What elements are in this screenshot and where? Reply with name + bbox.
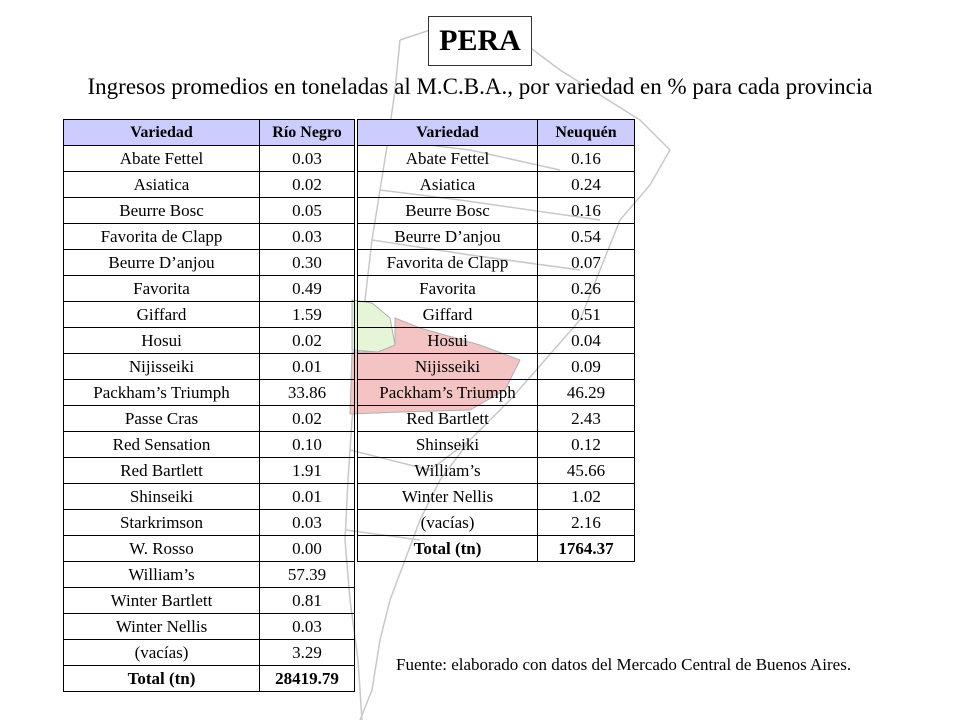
table-row: [64, 224, 355, 250]
table-row: [64, 406, 355, 432]
value-cell: 0.24: [538, 172, 635, 198]
table-row: [64, 354, 355, 380]
value-cell: 1.02: [538, 484, 635, 510]
variety-cell: Hosui: [358, 328, 538, 354]
variety-cell: Red Bartlett: [358, 406, 538, 432]
variety-cell: Starkrimson: [64, 510, 260, 536]
table-row: [358, 458, 635, 484]
column-header-variedad: Variedad: [358, 120, 538, 146]
table-row: [358, 354, 635, 380]
subtitle: Ingresos promedios en toneladas al M.C.B.A., por variedad en % para cada provincia: [87, 74, 873, 99]
total-label: Total (tn): [64, 666, 260, 692]
table-row: [358, 198, 635, 224]
variety-cell: W. Rosso: [64, 536, 260, 562]
variety-cell: Giffard: [358, 302, 538, 328]
value-cell: 2.43: [538, 406, 635, 432]
variety-cell: Red Sensation: [64, 432, 260, 458]
table-row: [64, 146, 355, 172]
page-title: [428, 16, 532, 66]
variety-cell: Shinseiki: [358, 432, 538, 458]
value-cell: 0.26: [538, 276, 635, 302]
total-value: 28419.79: [260, 666, 355, 692]
table-row: [358, 146, 635, 172]
value-cell: 0.05: [260, 198, 355, 224]
value-cell: 0.07: [538, 250, 635, 276]
table-row: [358, 484, 635, 510]
value-cell: 1.59: [260, 302, 355, 328]
value-cell: 0.54: [538, 224, 635, 250]
variety-cell: William’s: [358, 458, 538, 484]
value-cell: 0.02: [260, 328, 355, 354]
variety-cell: Beurre D’anjou: [358, 224, 538, 250]
variety-cell: Packham’s Triumph: [64, 380, 260, 406]
column-header-rio-negro: Río Negro: [260, 120, 355, 146]
table-row: [64, 328, 355, 354]
value-cell: 3.29: [260, 640, 355, 666]
table-row: [358, 380, 635, 406]
table-row: [358, 406, 635, 432]
table-row: [64, 276, 355, 302]
table-row: [64, 380, 355, 406]
variety-cell: Favorita: [64, 276, 260, 302]
value-cell: 0.16: [538, 146, 635, 172]
variety-cell: Nijisseiki: [64, 354, 260, 380]
table-row: [358, 328, 635, 354]
variety-cell: Beurre D’anjou: [64, 250, 260, 276]
variety-cell: Beurre Bosc: [64, 198, 260, 224]
table-row: [64, 640, 355, 666]
total-row: [358, 536, 635, 562]
variety-cell: Giffard: [64, 302, 260, 328]
table-row: [358, 276, 635, 302]
total-row: [64, 666, 355, 692]
table-row: [358, 250, 635, 276]
value-cell: 0.00: [260, 536, 355, 562]
variety-cell: Winter Bartlett: [64, 588, 260, 614]
table-row: [64, 536, 355, 562]
total-value: 1764.37: [538, 536, 635, 562]
variety-cell: William’s: [64, 562, 260, 588]
table-row: [358, 172, 635, 198]
variety-cell: Winter Nellis: [358, 484, 538, 510]
value-cell: 0.03: [260, 614, 355, 640]
value-cell: 0.49: [260, 276, 355, 302]
variety-cell: (vacías): [358, 510, 538, 536]
value-cell: 0.09: [538, 354, 635, 380]
value-cell: 0.03: [260, 510, 355, 536]
table-row: [64, 172, 355, 198]
variety-cell: Favorita de Clapp: [358, 250, 538, 276]
variety-cell: Packham’s Triumph: [358, 380, 538, 406]
value-cell: 0.01: [260, 484, 355, 510]
value-cell: 0.03: [260, 224, 355, 250]
variety-cell: Asiatica: [64, 172, 260, 198]
neuquen-table: [357, 119, 635, 562]
table-row: [64, 484, 355, 510]
table-row: [64, 198, 355, 224]
variety-cell: Favorita de Clapp: [64, 224, 260, 250]
table-row: [358, 302, 635, 328]
rio-negro-table: [63, 119, 355, 692]
variety-cell: Hosui: [64, 328, 260, 354]
value-cell: 0.04: [538, 328, 635, 354]
value-cell: 1.91: [260, 458, 355, 484]
table-row: [358, 224, 635, 250]
table-row: [64, 458, 355, 484]
table-row: [358, 510, 635, 536]
value-cell: 2.16: [538, 510, 635, 536]
table-row: [64, 432, 355, 458]
value-cell: 0.03: [260, 146, 355, 172]
value-cell: 0.30: [260, 250, 355, 276]
variety-cell: Abate Fettel: [358, 146, 538, 172]
total-label: Total (tn): [358, 536, 538, 562]
variety-cell: Asiatica: [358, 172, 538, 198]
table-header-row: [64, 120, 355, 146]
value-cell: 0.81: [260, 588, 355, 614]
value-cell: 0.02: [260, 406, 355, 432]
variety-cell: Abate Fettel: [64, 146, 260, 172]
value-cell: 0.12: [538, 432, 635, 458]
source-note: Fuente: elaborado con datos del Mercado Central de Buenos Aires.: [396, 655, 852, 674]
variety-cell: Favorita: [358, 276, 538, 302]
variety-cell: Red Bartlett: [64, 458, 260, 484]
table-row: [64, 302, 355, 328]
value-cell: 0.10: [260, 432, 355, 458]
value-cell: 57.39: [260, 562, 355, 588]
variety-cell: Beurre Bosc: [358, 198, 538, 224]
column-header-neuquen: Neuquén: [538, 120, 635, 146]
column-header-variedad: Variedad: [64, 120, 260, 146]
table-row: [64, 588, 355, 614]
value-cell: 0.02: [260, 172, 355, 198]
table-row: [358, 432, 635, 458]
value-cell: 0.16: [538, 198, 635, 224]
value-cell: 0.51: [538, 302, 635, 328]
table-row: [64, 510, 355, 536]
table-row: [64, 562, 355, 588]
title-text: PERA: [439, 24, 521, 57]
value-cell: 46.29: [538, 380, 635, 406]
value-cell: 0.01: [260, 354, 355, 380]
variety-cell: (vacías): [64, 640, 260, 666]
variety-cell: Passe Cras: [64, 406, 260, 432]
value-cell: 33.86: [260, 380, 355, 406]
value-cell: 45.66: [538, 458, 635, 484]
variety-cell: Shinseiki: [64, 484, 260, 510]
table-row: [64, 250, 355, 276]
variety-cell: Nijisseiki: [358, 354, 538, 380]
variety-cell: Winter Nellis: [64, 614, 260, 640]
table-row: [64, 614, 355, 640]
table-header-row: [358, 120, 635, 146]
